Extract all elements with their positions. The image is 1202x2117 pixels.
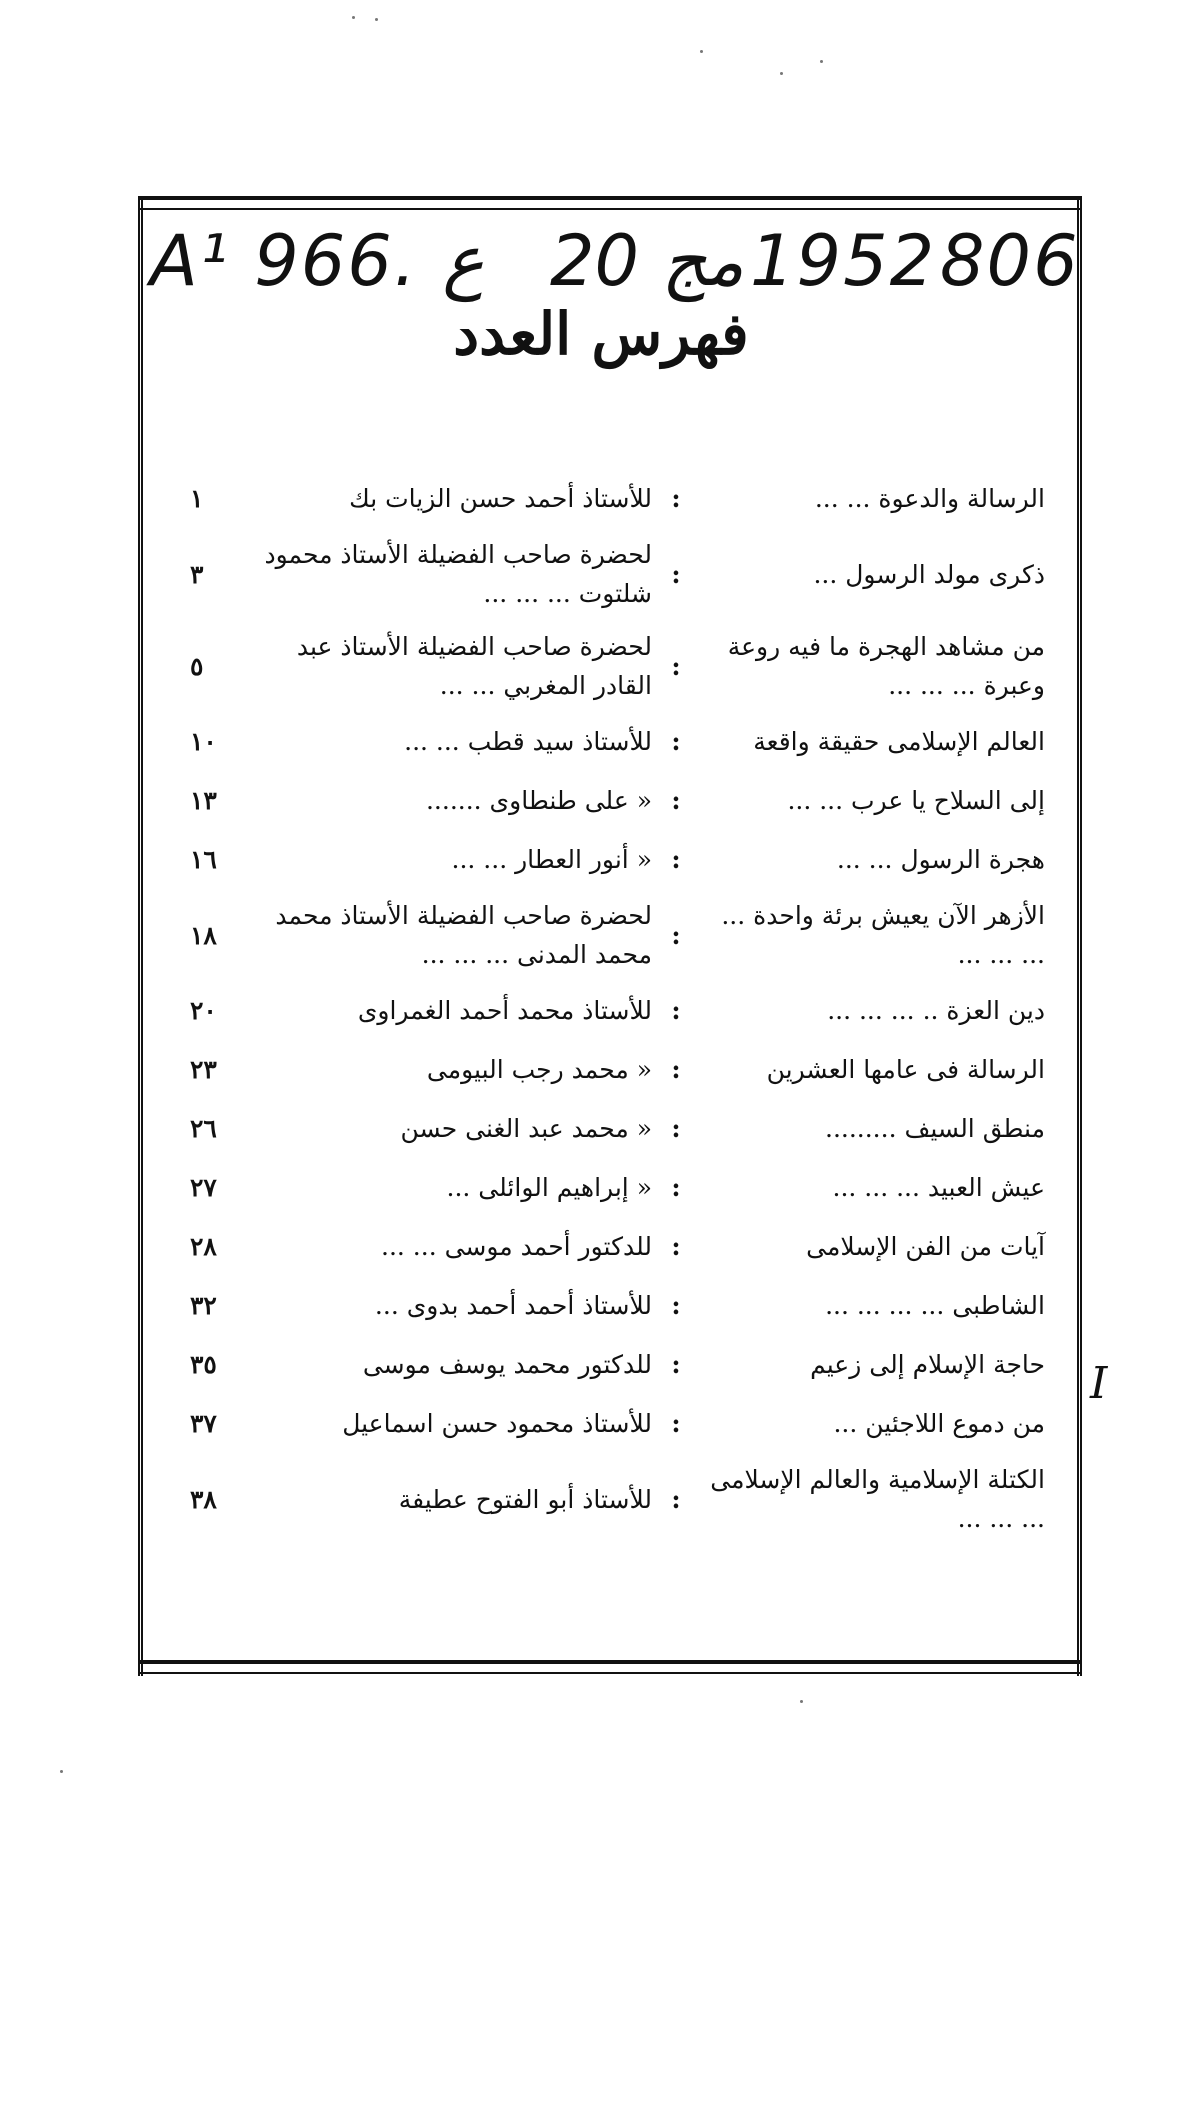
toc-entry	[175, 1159, 1045, 1218]
entry-separator: :	[671, 1409, 681, 1439]
entry-title: من مشاهد الهجرة ما فيه روعة وعبرة ... ... ...	[727, 632, 1045, 700]
entry-page-number: ٢٧	[190, 1173, 217, 1203]
entry-title: الأزهر الآن يعيش برئة واحدة ... ... ... ...	[721, 901, 1045, 969]
entry-separator: :	[671, 727, 681, 757]
entry-title: آيات من الفن الإسلامى	[806, 1232, 1045, 1262]
entry-title: الرسالة فى عامها العشرين	[766, 1055, 1045, 1085]
entry-page-number: ٣	[190, 559, 204, 589]
entry-page-number: ٣٧	[190, 1409, 217, 1439]
toc-entry	[175, 1336, 1045, 1395]
entry-author: للأستاذ أحمد حسن الزيات بك	[349, 484, 652, 514]
entry-title: من دموع اللاجئين ...	[833, 1409, 1045, 1439]
entry-title: الشاطبى ... ... ... ...	[825, 1291, 1045, 1321]
handwritten-volume: مج 20	[550, 220, 745, 302]
entry-title: ذكرى مولد الرسول ...	[813, 559, 1045, 589]
entry-separator: :	[671, 559, 681, 589]
entry-page-number: ١٠	[190, 727, 217, 757]
entry-separator: :	[671, 1114, 681, 1144]
entry-page-number: ٥	[190, 651, 204, 681]
toc-entry	[175, 713, 1045, 772]
entry-separator: :	[671, 1055, 681, 1085]
entry-author: للأستاذ أحمد أحمد بدوى ...	[374, 1291, 652, 1321]
entry-separator: :	[671, 1232, 681, 1262]
entry-page-number: ٣٨	[190, 1484, 217, 1514]
entry-author: للأستاذ محمود حسن اسماعيل	[342, 1409, 652, 1439]
entry-title: الرسالة والدعوة ... ...	[814, 484, 1045, 514]
entry-title: دين العزة .. ... ... ...	[827, 996, 1045, 1026]
toc-entry	[175, 772, 1045, 831]
toc-entry	[175, 1218, 1045, 1277]
toc-entry	[175, 470, 1045, 529]
entry-author: لحضرة صاحب الفضيلة الأستاذ عبد القادر المغربي ... ...	[296, 632, 652, 700]
entry-separator: :	[671, 1350, 681, 1380]
page-title: فهرس العدد	[453, 300, 749, 368]
entry-separator: :	[671, 651, 681, 681]
entry-author: لحضرة صاحب الفضيلة الأستاذ محمد محمد المدنى ... ... ...	[275, 901, 652, 969]
entry-author: « إبراهيم الوائلى ...	[446, 1173, 652, 1203]
entry-separator: :	[671, 996, 681, 1026]
entry-author: « أنور العطار ... ...	[451, 845, 652, 875]
entry-author: « على طنطاوى .......	[425, 786, 652, 816]
entry-separator: :	[671, 920, 681, 950]
entry-page-number: ١٨	[190, 920, 217, 950]
handwritten-year: 1952	[750, 220, 937, 302]
toc-entry	[175, 1041, 1045, 1100]
entry-title: العالم الإسلامى حقيقة واقعة	[753, 727, 1045, 757]
entry-title: عيش العبيد ... ... ...	[832, 1173, 1045, 1203]
entry-page-number: ١	[190, 484, 204, 514]
toc-entry	[175, 1395, 1045, 1454]
entry-page-number: ١٦	[190, 845, 217, 875]
toc-entry	[175, 529, 1045, 621]
entry-title: هجرة الرسول ... ...	[836, 845, 1045, 875]
entry-title: منطق السيف .........	[825, 1114, 1045, 1144]
entry-page-number: ٢٦	[190, 1114, 217, 1144]
toc-entry	[175, 1100, 1045, 1159]
entry-separator: :	[671, 484, 681, 514]
margin-mark: I	[1090, 1358, 1108, 1409]
entry-author: لحضرة صاحب الفضيلة الأستاذ محمود شلتوت ... ... ...	[264, 540, 652, 608]
table-of-contents	[175, 470, 1045, 1546]
entry-title: الكتلة الإسلامية والعالم الإسلامى ... ... ...	[710, 1465, 1045, 1533]
entry-page-number: ٣٥	[190, 1350, 217, 1380]
toc-entry	[175, 982, 1045, 1041]
toc-entry	[175, 1454, 1045, 1546]
entry-title: إلى السلاح يا عرب ... ...	[787, 786, 1045, 816]
handwritten-ref: A¹ 966. ع	[150, 220, 485, 302]
toc-entry	[175, 831, 1045, 890]
entry-author: للأستاذ أبو الفتوح عطيفة	[398, 1484, 652, 1514]
toc-entry	[175, 890, 1045, 982]
handwritten-issue: 806	[940, 220, 1080, 302]
entry-separator: :	[671, 1484, 681, 1514]
entry-page-number: ٢٨	[190, 1232, 217, 1262]
entry-author: للدكتور أحمد موسى ... ...	[381, 1232, 652, 1262]
entry-author: للأستاذ محمد أحمد الغمراوى	[357, 996, 652, 1026]
entry-separator: :	[671, 1173, 681, 1203]
entry-author: « محمد عبد الغنى حسن	[400, 1114, 652, 1144]
entry-author: للأستاذ سيد قطب ... ...	[404, 727, 652, 757]
entry-separator: :	[671, 845, 681, 875]
entry-page-number: ٢٣	[190, 1055, 217, 1085]
entry-author: « محمد رجب البيومى	[426, 1055, 652, 1085]
bottom-rule	[138, 1660, 1082, 1674]
handwritten-catalog-note	[150, 220, 1080, 310]
entry-page-number: ٢٠	[190, 996, 217, 1026]
entry-page-number: ١٣	[190, 786, 217, 816]
entry-page-number: ٣٢	[190, 1291, 217, 1321]
entry-title: حاجة الإسلام إلى زعيم	[810, 1350, 1045, 1380]
entry-separator: :	[671, 786, 681, 816]
entry-separator: :	[671, 1291, 681, 1321]
toc-entry	[175, 1277, 1045, 1336]
toc-entry	[175, 621, 1045, 713]
entry-author: للدكتور محمد يوسف موسى	[362, 1350, 652, 1380]
